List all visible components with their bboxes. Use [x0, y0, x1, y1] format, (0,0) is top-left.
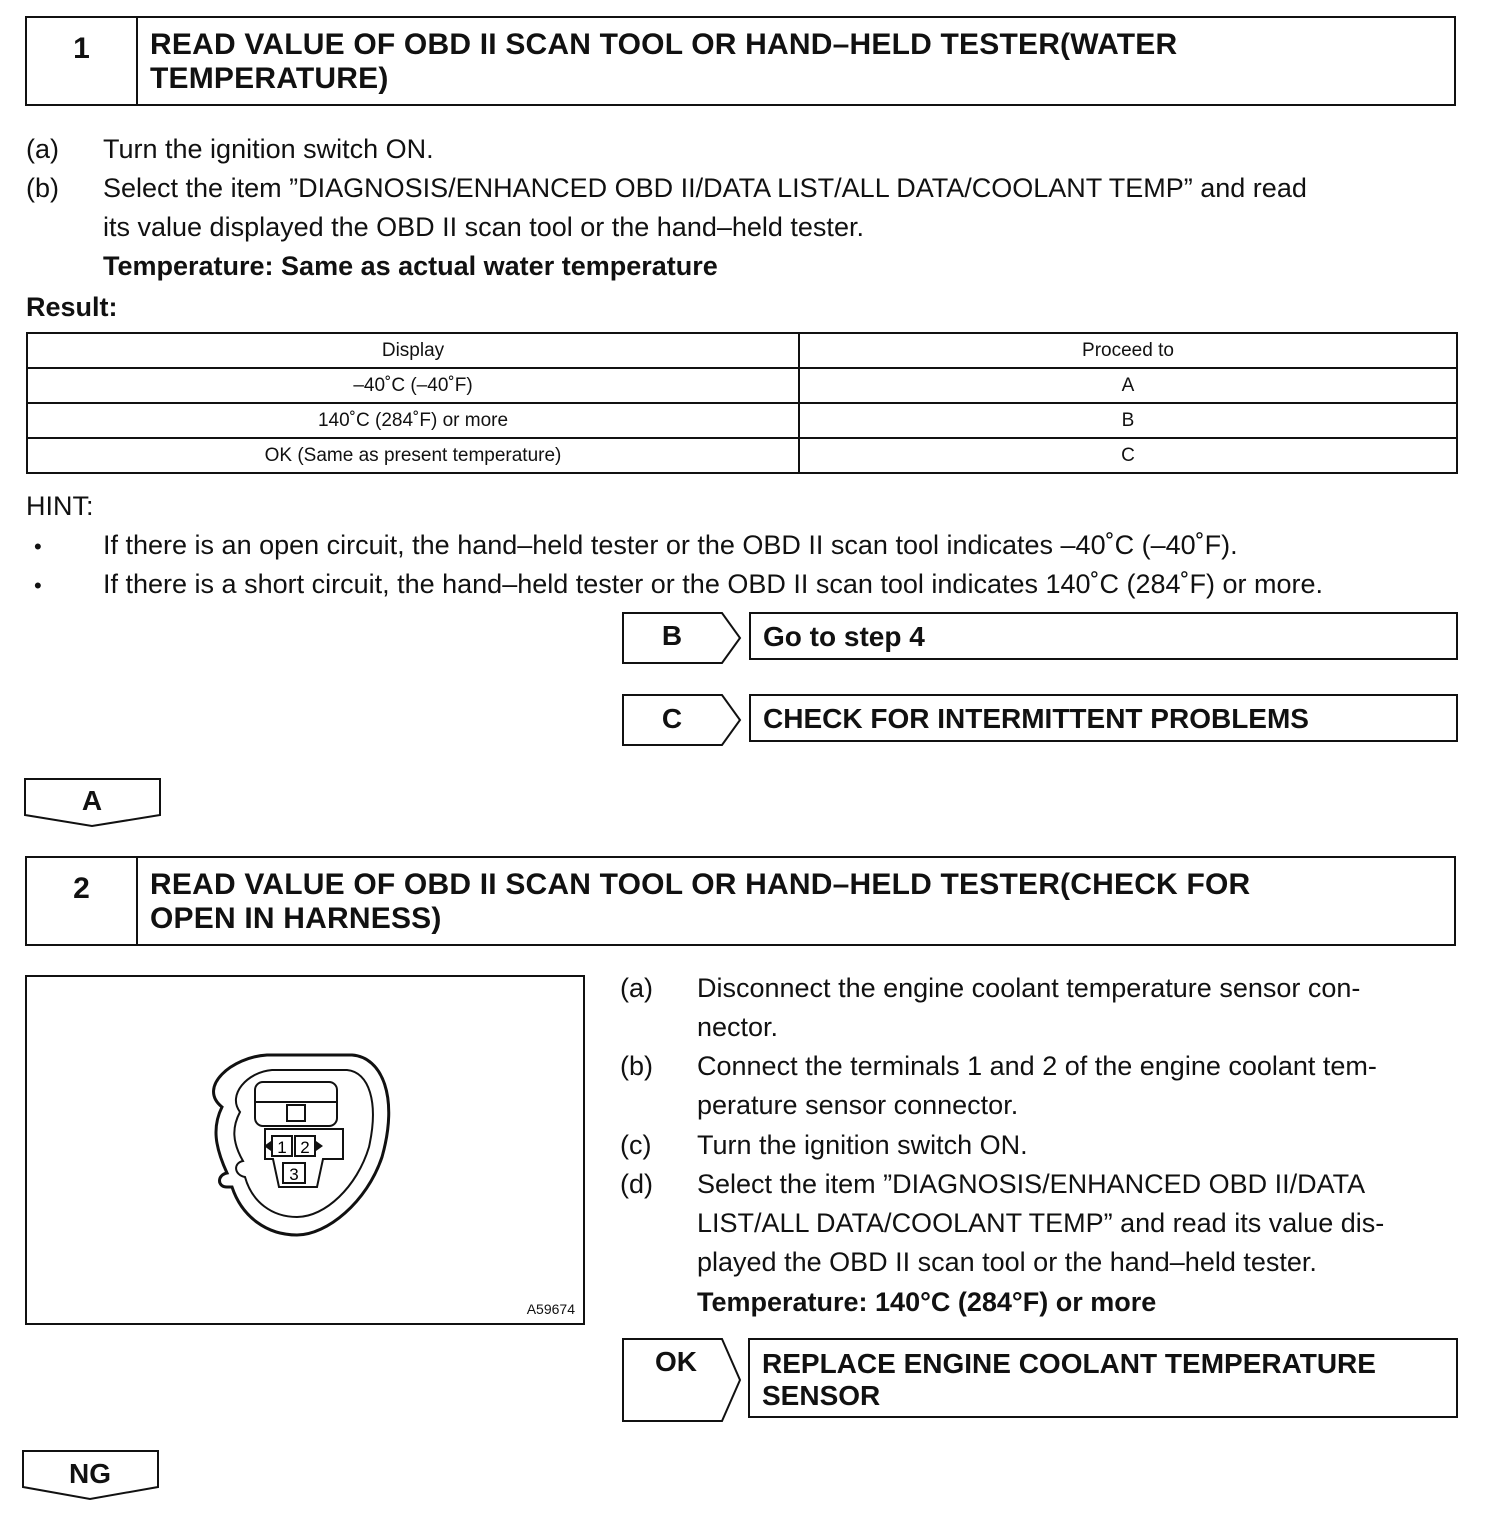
- next-tag: NG: [69, 1458, 111, 1489]
- item-text: nector.: [697, 1012, 779, 1042]
- table-cell: OK (Same as present temperature): [27, 438, 799, 473]
- terminal-label: 1: [277, 1138, 287, 1157]
- result-table: [26, 332, 1458, 474]
- terminal-label: 3: [289, 1165, 299, 1184]
- table-cell: 140˚C (284˚F) or more: [27, 403, 799, 438]
- item-label: (c): [620, 1130, 652, 1160]
- bullet-icon: •: [34, 573, 42, 598]
- table-header: Proceed to: [799, 333, 1457, 368]
- branch-destination: CHECK FOR INTERMITTENT PROBLEMS: [749, 694, 1458, 742]
- item-text: played the OBD II scan tool or the hand–held tester.: [697, 1247, 1317, 1277]
- item-text: its value displayed the OBD II scan tool or the hand–held tester.: [103, 212, 864, 242]
- step-number: 2: [27, 858, 138, 944]
- item-text: Turn the ignition switch ON.: [103, 134, 434, 164]
- branch-tag: OK: [655, 1346, 697, 1377]
- step-number: 1: [27, 18, 138, 104]
- item-text: perature sensor connector.: [697, 1090, 1019, 1120]
- item-text: LIST/ALL DATA/COOLANT TEMP” and read its value dis-: [697, 1208, 1385, 1238]
- item-text: Select the item ”DIAGNOSIS/ENHANCED OBD II/DATA LIST/ALL DATA/COOLANT TEMP” and read: [103, 173, 1307, 203]
- branch-tag: B: [661, 620, 683, 651]
- step-title: READ VALUE OF OBD II SCAN TOOL OR HAND–HELD TESTER(CHECK FOR OPEN IN HARNESS): [150, 868, 1251, 935]
- connector-figure: [25, 975, 585, 1325]
- table-cell: A: [799, 368, 1457, 403]
- item-text: Turn the ignition switch ON.: [697, 1130, 1028, 1160]
- item-label: (d): [620, 1169, 653, 1199]
- table-header: Display: [27, 333, 799, 368]
- item-label: (a): [620, 973, 653, 1003]
- table-cell: B: [799, 403, 1457, 438]
- terminal-label: 2: [300, 1138, 310, 1157]
- figure-code: A59674: [526, 1301, 575, 1317]
- item-text: Select the item ”DIAGNOSIS/ENHANCED OBD II/DATA: [697, 1169, 1366, 1199]
- hint-text: If there is a short circuit, the hand–held tester or the OBD II scan tool indicates 140˚C (284˚F) or more.: [103, 569, 1324, 599]
- table-header-row: [27, 333, 1457, 368]
- next-tag: A: [81, 785, 103, 816]
- item-text: Disconnect the engine coolant temperature sensor con-: [697, 973, 1361, 1003]
- spec-text: Temperature: Same as actual water temperature: [103, 251, 718, 281]
- result-label: Result:: [26, 292, 118, 322]
- item-label: (b): [26, 173, 59, 203]
- hint-label: HINT:: [26, 491, 94, 521]
- table-cell: C: [799, 438, 1457, 473]
- item-label: (a): [26, 134, 59, 164]
- bullet-icon: •: [34, 534, 42, 559]
- connector-front-view-icon: [27, 977, 583, 1323]
- item-label: (b): [620, 1051, 653, 1081]
- spec-text: Temperature: 140°C (284°F) or more: [697, 1287, 1157, 1317]
- table-row: [27, 368, 1457, 403]
- branch-destination: Go to step 4: [749, 612, 1458, 660]
- step-1-header: [25, 16, 1456, 106]
- step-2-header: [25, 856, 1456, 946]
- table-row: [27, 438, 1457, 473]
- branch-tag: C: [661, 703, 683, 734]
- hint-text: If there is an open circuit, the hand–held tester or the OBD II scan tool indicates –40˚C (–40˚F).: [103, 530, 1238, 560]
- step-title: READ VALUE OF OBD II SCAN TOOL OR HAND–HELD TESTER(WATER TEMPERATURE): [150, 28, 1178, 95]
- branch-destination: REPLACE ENGINE COOLANT TEMPERATURE SENSOR: [748, 1338, 1458, 1418]
- table-cell: –40˚C (–40˚F): [27, 368, 799, 403]
- table-row: [27, 403, 1457, 438]
- item-text: Connect the terminals 1 and 2 of the engine coolant tem-: [697, 1051, 1377, 1081]
